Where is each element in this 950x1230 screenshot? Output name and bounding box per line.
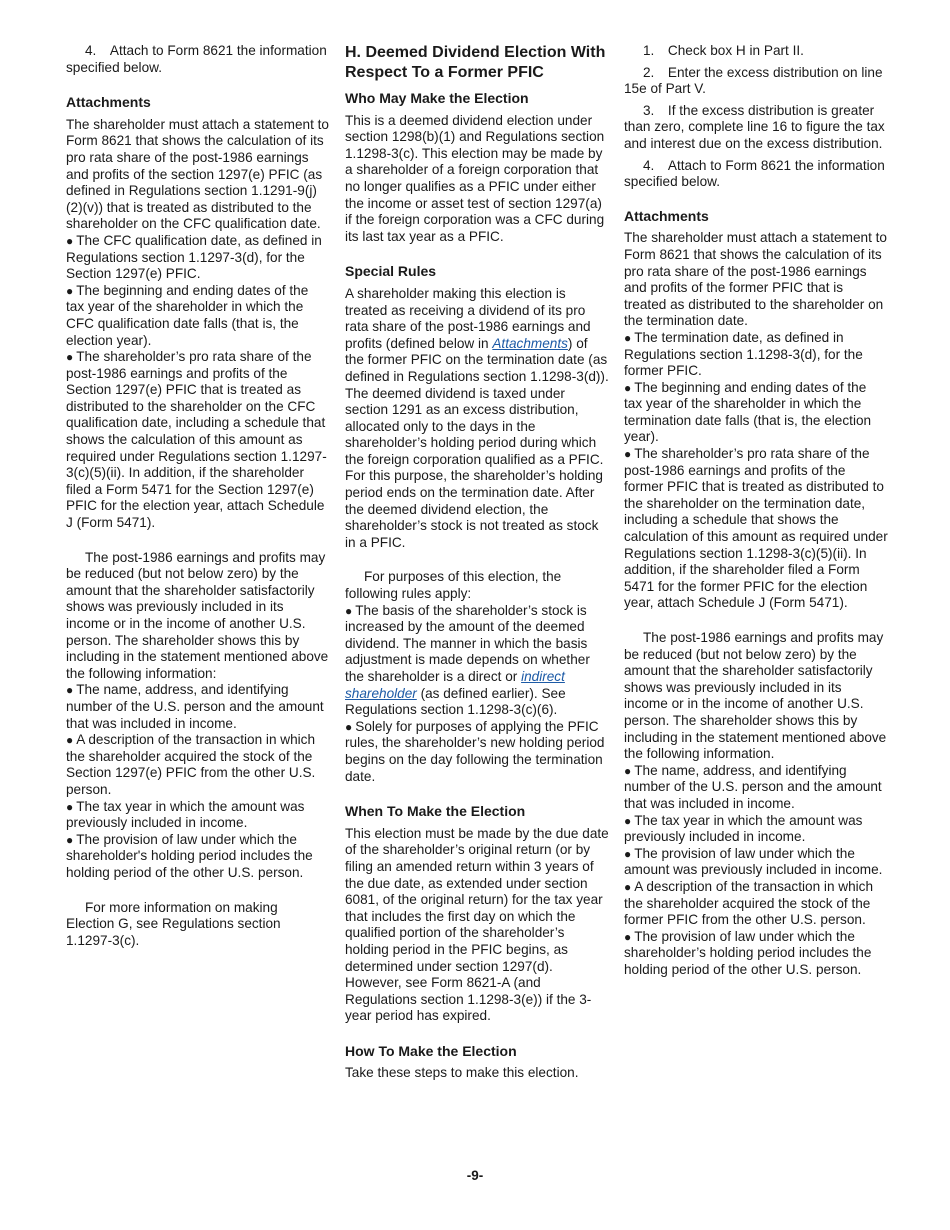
bullet-icon: ● — [624, 813, 632, 828]
when-heading: When To Make the Election — [345, 803, 526, 820]
bullet-item: ● A description of the transaction in which the shareholder acquired the stock of the former PFIC from the other U.S. person. — [624, 878, 874, 928]
bullet-item: ● The beginning and ending dates of the tax year of the shareholder in which the termination date falls (that is, the election year). — [624, 379, 872, 445]
bullet-item: ● The beginning and ending dates of the tax year of the shareholder in which the CFC qualification date falls (that is, the election year). — [66, 282, 309, 348]
special-rules-paragraph: A shareholder making this election is treated as receiving a dividend of its pro rata share of the post-1986 earnings and profits (defined below in Attachments) of the former PFIC on the termination date (as defined in Regulations section 1.1298-3(d)). The deemed dividend is taxed under section 1291 as an excess distribution, allocated only to the days in the shareholder’s holding period during which the foreign corporation qualified as a PFIC. For this purpose, the shareholder’s holding period ends on the termination date. After the deemed dividend election, the shareholder’s stock is not treated as stock in a PFIC. — [345, 285, 609, 550]
who-heading: Who May Make the Election — [345, 90, 529, 106]
more-info-paragraph: For more information on making Election G, see Regulations section 1.1297-3(c). — [66, 899, 281, 948]
attachments-heading: Attachments — [624, 207, 709, 224]
how-paragraph: Take these steps to make this election. — [345, 1065, 579, 1081]
attachments-paragraph: The shareholder must attach a statement to Form 8621 that shows the calculation of its pro rata share of the post-1986 earnings and profits of the section 1297(e) PFIC (as defined in Regulations section 1.1291-9(j)(2)(v)) that is treated as distributed to the shareholder on the CFC qualification date. — [66, 116, 329, 232]
bullet-item: ● The name, address, and identifying number of the U.S. person and the amount that was included in income. — [66, 682, 324, 731]
bullet-icon: ● — [66, 799, 74, 814]
info-bullet-list — [624, 763, 888, 979]
bullet-icon: ● — [624, 846, 632, 861]
attachments-paragraph: The shareholder must attach a statement to Form 8621 that shows the calculation of its pro rata share of the post-1986 earnings and profits of the former PFIC that is treated as distributed to the shareholder on the termination date. — [624, 230, 887, 329]
column-right — [624, 43, 888, 978]
bullet-item: ● Solely for purposes of applying the PFIC rules, the shareholder’s new holding period begins on the day following the termination date. — [345, 718, 605, 784]
bullet-icon: ● — [345, 719, 353, 734]
bullet-item: ● The provision of law under which the amount was previously included in income. — [624, 845, 883, 878]
when-paragraph: This election must be made by the due date of the shareholder’s original return (or by filing an amended return within 3 years of the due date, as extended under section 6081, of the original return) for the tax year that includes the first day on which the qualified portion of the shareholder’s holding period in the PFIC begins, as determined under section 1297(d). However, see Form 8621-A (and Regulations section 1.1298-3(e)) if the 3-year period has expired. — [345, 825, 609, 1024]
bullet-item: ● The name, address, and identifying number of the U.S. person and the amount that was included in income. — [624, 762, 882, 811]
reduction-paragraph: The post-1986 earnings and profits may be reduced (but not below zero) by the amount that the shareholder satisfactorily shows was previously included in its income or in the income of another U.S. person. The shareholder shows this by including in the statement mentioned above the following information. — [624, 630, 887, 762]
bullet-item: ● The tax year in which the amount was previously included in income. — [624, 812, 863, 845]
page-number: -9- — [466, 1168, 484, 1183]
bullet-item: ● The provision of law under which the shareholder's holding period includes the holding period of the other U.S. person. — [66, 831, 313, 880]
bullet-icon: ● — [66, 233, 74, 248]
bullet-icon: ● — [66, 733, 74, 748]
bullet-item: ● The CFC qualification date, as defined in Regulations section 1.1297-3(d), for the Section 1297(e) PFIC. — [66, 232, 322, 282]
bullet-icon: ● — [66, 683, 74, 698]
attachment-bullet-list — [624, 330, 888, 612]
special-rules-heading: Special Rules — [345, 263, 437, 280]
bullet-item: ● The provision of law under which the shareholder’s holding period includes the holding period of the other U.S. person. — [624, 928, 872, 977]
bullet-item: ● The termination date, as defined in Regulations section 1.1298-3(d), for the former PFIC. — [624, 329, 863, 379]
bullet-item: ● The shareholder’s pro rata share of the post-1986 earnings and profits of the former PFIC that is treated as distributed to the shareholder on the termination date, including a schedule that shows the calculation of this amount as required under Regulations section 1.1298-3(c)(5)(ii). In addition, if the shareholder filed a Form 5471 for the former PFIC for the election year, attach Schedule J (Form 5471). — [624, 446, 888, 611]
bullet-icon: ● — [66, 350, 74, 365]
attachments-heading: Attachments — [66, 94, 151, 111]
bullet-item: ● The shareholder’s pro rata share of the post-1986 earnings and profits of the Section 1297(e) PFIC that is treated as distributed to the shareholder on the CFC qualification date, including a schedule that shows the calculation of this amount as required under Regulations section 1.1297-3(c)(5)(ii). In addition, if the shareholder filed a Form 5471 for the Section 1297(e) PFIC for the election year, attach Schedule J (Form 5471). — [66, 349, 327, 531]
bullet-icon: ● — [345, 603, 353, 618]
who-paragraph: This is a deemed dividend election under section 1298(b)(1) and Regulations section 1.1298-3(c). This election may be made by a shareholder of a foreign corporation that no longer qualifies as a PFIC under either the income or asset test of section 1297(a) if the foreign corporation was a CFC during its last tax year as a PFIC. — [345, 112, 605, 244]
bullet-icon: ● — [624, 879, 632, 894]
column-left — [66, 43, 329, 949]
bullet-icon: ● — [624, 763, 632, 778]
indirect-shareholder-link[interactable]: indirect shareholder — [345, 669, 565, 701]
step-item: 1. Check box H in Part II. — [643, 43, 804, 58]
attachments-link[interactable]: Attachments — [492, 335, 568, 351]
how-heading: How To Make the Election — [345, 1042, 517, 1059]
attachment-bullet-list — [66, 233, 329, 532]
bullet-item: ● The basis of the shareholder’s stock is increased by the amount of the deemed dividend. The manner in which the basis adjustment is made depends on whether the shareholder is a direct or indirect shareholder (as defined earlier). See Regulations section 1.1298-3(c)(6). — [345, 602, 590, 718]
reduction-paragraph: The post-1986 earnings and profits may be reduced (but not below zero) by the amount that the shareholder satisfactorily shows was previously included in its income or in the income of another U.S. person. The shareholder shows this by including in the statement mentioned above the following information: — [66, 549, 329, 681]
info-bullet-list — [66, 682, 329, 881]
bullet-icon: ● — [66, 832, 74, 847]
bullet-icon: ● — [624, 330, 632, 345]
step-item: 2. Enter the excess distribution on line 15e of Part V. — [624, 64, 883, 97]
step-item: 4. Attach to Form 8621 the information specified below. — [624, 157, 885, 190]
purposes-paragraph: For purposes of this election, the following rules apply: — [345, 569, 562, 602]
section-heading: H. Deemed Dividend Election With Respect To a Former PFIC — [345, 44, 606, 81]
bullet-item: ● The tax year in which the amount was previously included in income. — [66, 798, 305, 831]
column-middle — [345, 43, 610, 1082]
step-item: 3. If the excess distribution is greater than zero, complete line 16 to figure the tax and interest due on the excess distribution. — [624, 102, 885, 151]
bullet-icon: ● — [624, 447, 632, 462]
bullet-icon: ● — [66, 283, 74, 298]
bullet-item: ● A description of the transaction in which the shareholder acquired the stock of the Section 1297(e) PFIC from the other U.S. person. — [66, 732, 316, 797]
bullet-icon: ● — [624, 929, 632, 944]
bullet-icon: ● — [624, 380, 632, 395]
step-attach: 4. Attach to Form 8621 the information specified below. — [66, 43, 327, 75]
